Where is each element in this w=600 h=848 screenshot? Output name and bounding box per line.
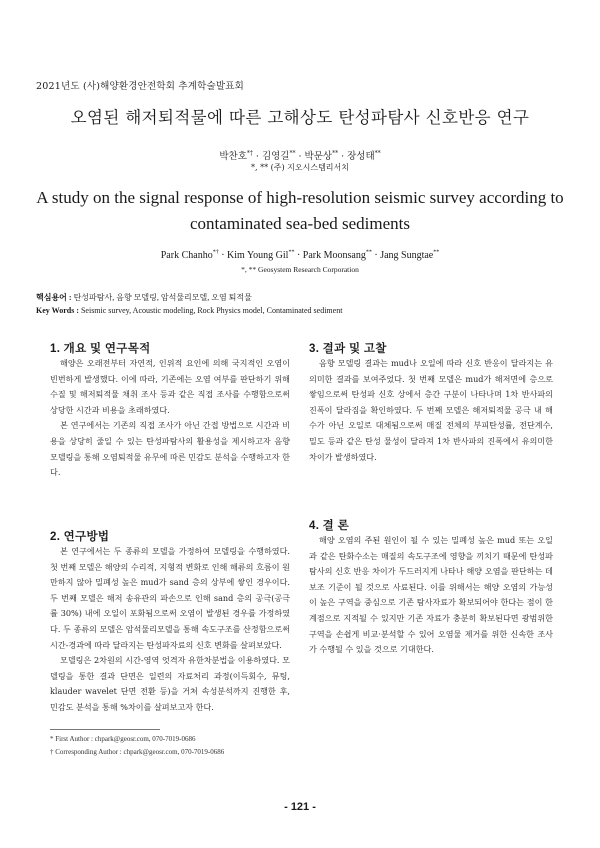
author-mark: *† xyxy=(246,149,253,157)
author-name: 박문상 xyxy=(304,151,333,162)
keywords-label: 핵심용어 : xyxy=(36,293,72,302)
keywords-text: 탄성파탐사, 음향 모델링, 암석물리모델, 오염 퇴적물 xyxy=(73,293,252,302)
author-name: Park Moonsang xyxy=(302,250,366,261)
author-name: Jang Sungtae xyxy=(380,250,434,261)
authors-korean xyxy=(0,148,600,162)
footnote-text: Corresponding Author : chpark@geosr.com, 070-7019-0686 xyxy=(55,748,225,756)
section-heading-1: 1. 개요 및 연구목적 xyxy=(50,343,151,355)
footnote-mark: * xyxy=(50,735,54,743)
section-body-2 xyxy=(50,544,290,716)
paragraph: 본 연구에서는 기존의 직접 조사가 아닌 간접 방법으로 시간과 비용을 상당히 줄일 수 있는 탄성파탐사의 활용성을 제시하고자 음향 모델링을 통해 오염퇴적물 유무에 따른 민감도 분석을 수행하고자 한다. xyxy=(50,420,290,478)
section-body-3 xyxy=(309,356,553,465)
section-heading-3: 3. 결과 및 고찰 xyxy=(309,343,387,355)
author-mark: *† xyxy=(212,249,219,256)
author-separator: · xyxy=(371,250,381,261)
author-separator: · xyxy=(218,250,228,261)
keywords-english xyxy=(36,306,342,315)
footnote-divider xyxy=(50,729,160,730)
page-number: - 121 - xyxy=(284,801,316,813)
footnote-text: First Author : chpark@geosr.com, 070-7019-0686 xyxy=(55,735,196,743)
author-mark: ** xyxy=(332,149,339,157)
footnote-corresponding-author xyxy=(50,748,224,756)
keywords-korean xyxy=(36,292,252,303)
author-separator: · xyxy=(294,250,303,261)
author-name: Kim Young Gil xyxy=(227,250,289,261)
footnote-mark: † xyxy=(50,748,54,756)
conference-header: 2021년도 (사)해양환경안전학회 추계학술발표회 xyxy=(36,81,245,92)
author-name: Park Chanho xyxy=(160,250,213,261)
author-name: 김영길 xyxy=(261,151,290,162)
author-separator: · xyxy=(338,151,348,162)
section-heading-4: 4. 결 론 xyxy=(309,520,349,532)
paragraph: 모델링은 2차원의 시간-영역 엇격자 유한차분법을 이용하였다. 모델링을 통한 결과 단면은 일련의 자료처리 과정(이득회수, 뮤팅, klauder wavelet 단면 전환 등)을 거쳐 속성분석까지 진행한 후, 민감도 분석을 통해 %차이를 살펴보고자 한다. xyxy=(50,655,290,712)
footnote-first-author xyxy=(50,735,195,743)
author-mark: ** xyxy=(288,249,295,256)
title-english: A study on the signal response of high-resolution seismic survey according to contaminated sea-bed sediments xyxy=(36,188,564,233)
keywords-text: Seismic survey, Acoustic modeling, Rock Physics model, Contaminated sediment xyxy=(80,306,343,315)
authors-english xyxy=(0,250,600,261)
title-korean: 오염된 해저퇴적물에 따른 고해상도 탄성파탐사 신호반응 연구 xyxy=(70,108,530,127)
author-separator: · xyxy=(252,151,262,162)
paragraph: 음향 모델링 결과는 mud나 오일에 따라 신호 반응이 달라지는 유의미한 결과를 보여주었다. 첫 번째 모델은 mud가 해저면에 층으로 쌓임으로써 탄성파 신호 상에서 층간 구분이 나타나며 1차 반사파의 진폭이 달라짐을 확인하였다. 두 번째 모델은 해저퇴적물 공극 내 해수가 아닌 오일로 대체됨으로써 매질 전체의 부피탄성률, 전단계수, 밀도 등과 같은 탄성 물성이 달라져 1차 반사파의 진폭에서 유의미한 차이가 발생하였다. xyxy=(309,358,553,462)
paragraph: 해양 오염의 주된 원인이 될 수 있는 밀폐성 높은 mud 또는 오일과 같은 탄화수소는 매질의 속도구조에 영향을 끼치기 때문에 탄성파탐사의 신호 반응 차이가 두드러지게 나타나 해양 오염을 판단하는 데 보조 기준이 될 것으로 사료된다. 이를 위해서는 해양 오염의 가능성이 높은 구역을 중심으로 기존 탐사자료가 확보되어야 한다는 점이 한계점으로 지적될 수 있지만 기존 자료가 충분히 확보된다면 광범위한 구역을 손쉽게 비교·분석할 수 있어 오염물 제거를 위한 신속한 조사가 수행될 수 있을 것으로 기대한다. xyxy=(309,535,553,655)
author-mark: ** xyxy=(365,249,372,256)
paragraph: 해양은 오래전부터 자연적, 인위적 요인에 의해 국지적인 오염이 빈번하게 발생했다. 이에 따라, 기존에는 오염 여부를 판단하기 위해 수질 및 해저퇴적물 채취 조사 등과 같은 직접 조사를 수행함으로써 상당한 시간과 비용을 초래하였다. xyxy=(50,358,290,415)
author-mark: ** xyxy=(289,149,296,157)
affiliation-korean: *, ** (주) 지오시스템리서치 xyxy=(251,163,349,172)
author-separator: · xyxy=(295,151,305,162)
author-name: 장성태 xyxy=(347,151,375,162)
affiliation-english: *, ** Geosystem Research Corporation xyxy=(241,265,359,274)
author-name: 박찬호 xyxy=(219,151,247,162)
section-body-4 xyxy=(309,533,553,658)
author-mark: ** xyxy=(374,149,381,157)
paragraph: 본 연구에서는 두 종류의 모델을 가정하여 모델링을 수행하였다. 첫 번째 모델은 해양의 수리적, 지형적 변화로 인해 해류의 흐름이 원만하지 않아 밀폐성 높은 mud가 sand 층의 상부에 쌓인 경우이다. 두 번째 모델은 해저 송유관의 파손으로 인해 sand 층의 공극(공극률 30%) 내에 오일이 포화됨으로써 오염이 발생된 경우를 가정하였다. 두 종류의 모델은 암석물리모델을 통해 속도구조를 산정함으로써 시간-경과에 따라 달라지는 탄성파자료의 신호 변화를 살펴보았다. xyxy=(50,546,290,650)
section-heading-2: 2. 연구방법 xyxy=(50,531,110,543)
keywords-label: Key Words : xyxy=(36,306,79,315)
section-body-1 xyxy=(50,356,290,481)
author-mark: ** xyxy=(433,249,440,256)
